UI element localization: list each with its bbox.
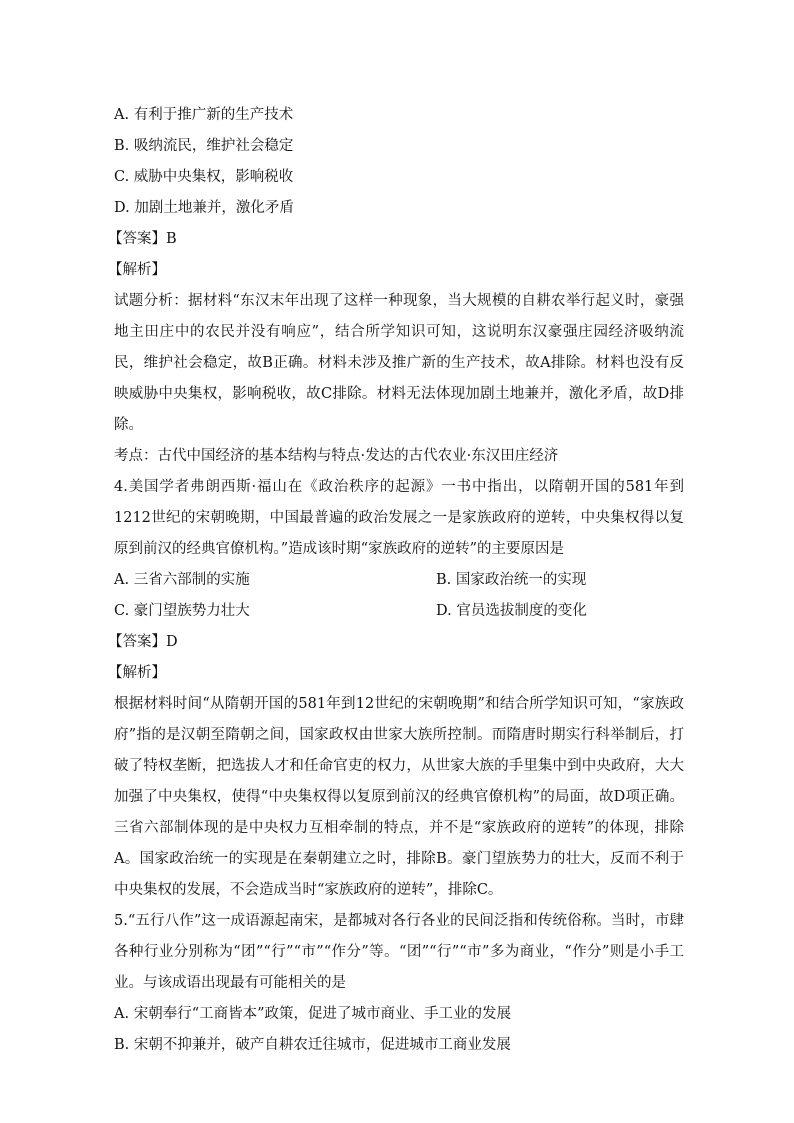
q4-options-row-1 <box>114 565 684 596</box>
q5-option-a: A. 宋朝奉行“工商皆本”政策，促进了城市商业、手工业的发展 <box>114 1006 512 1022</box>
q3-knowledge-point: 考点：古代中国经济的基本结构与特点·发达的古代农业·东汉田庄经济 <box>114 448 559 464</box>
q4-option-b: B. 国家政治统一的实现 <box>436 572 587 588</box>
q3-analysis-text: 试题分析：据材料“东汉末年出现了这样一种现象，当大规模的自耕农举行起义时，豪强地主田庄中的农民并没有响应”，结合所学知识可知，这说明东汉豪强庄园经济吸纳流民，维护社会稳定，故B正确。材料未涉及推广新的生产技术，故A排除。材料也没有反映威胁中央集权，影响税收，故C排除。材料无法体现加剧土地兼并，激化矛盾，故D排除。 <box>114 293 684 433</box>
page-content <box>108 100 684 1061</box>
q3-answer: 【答案】B <box>108 231 177 247</box>
q4-option-a: A. 三省六部制的实施 <box>114 572 250 588</box>
q4-analysis-text: 根据材料时间“从隋朝开国的581年到12世纪的宋朝晚期”和结合所学知识可知，“家族政府”指的是汉朝至隋朝之间，国家政权由世家大族所控制。而隋唐时期实行科举制后，打破了特权垄断，把选拔人才和任命官吏的权力，从世家大族的手里集中到中央政府，大大加强了中央集权，使得“中央集权得以复原到前汉的经典官僚机构”的局面，故D项正确。三省六部制体现的是中央权力互相牵制的特点，并不是“家族政府的逆转”的体现，排除A。国家政治统一的实现是在秦朝建立之时，排除B。豪门望族势力的壮大，反而不利于中央集权的发展，不会造成当时“家族政府的逆转”，排除C。 <box>114 696 684 898</box>
q4-option-c: C. 豪门望族势力壮大 <box>114 603 250 619</box>
q5-option-b: B. 宋朝不抑兼并，破产自耕农迁往城市，促进城市工商业发展 <box>114 1037 511 1053</box>
q3-option-c: C. 威胁中央集权，影响税收 <box>114 169 294 185</box>
q4-analysis-title: 【解析】 <box>108 665 166 681</box>
q4-option-d: D. 官员选拔制度的变化 <box>436 603 587 619</box>
q4-stem: 4.美国学者弗朗西斯·福山在《政治秩序的起源》一书中指出，以隋朝开国的581年到1212世纪的宋朝晚期，中国最普遍的政治发展之一是家族政府的逆转，中央集权得以复原到前汉的经典官僚机构。”造成该时期“家族政府的逆转”的主要原因是 <box>114 479 684 557</box>
q3-analysis-title: 【解析】 <box>108 262 166 278</box>
q3-option-b: B. 吸纳流民，维护社会稳定 <box>114 138 294 154</box>
q3-option-d: D. 加剧土地兼并，激化矛盾 <box>114 200 294 216</box>
q5-stem: 5.“五行八作”这一成语源起南宋，是都城对各行各业的民间泛指和传统俗称。当时，市肆各种行业分别称为“团”“行”“市”“作分”等。“团”“行”“市”多为商业，“作分”则是小手工业。与该成语出现最有可能相关的是 <box>114 913 684 991</box>
q3-option-a: A. 有利于推广新的生产技术 <box>114 107 294 123</box>
q4-options-row-2 <box>114 596 684 627</box>
q4-answer: 【答案】D <box>108 634 178 650</box>
